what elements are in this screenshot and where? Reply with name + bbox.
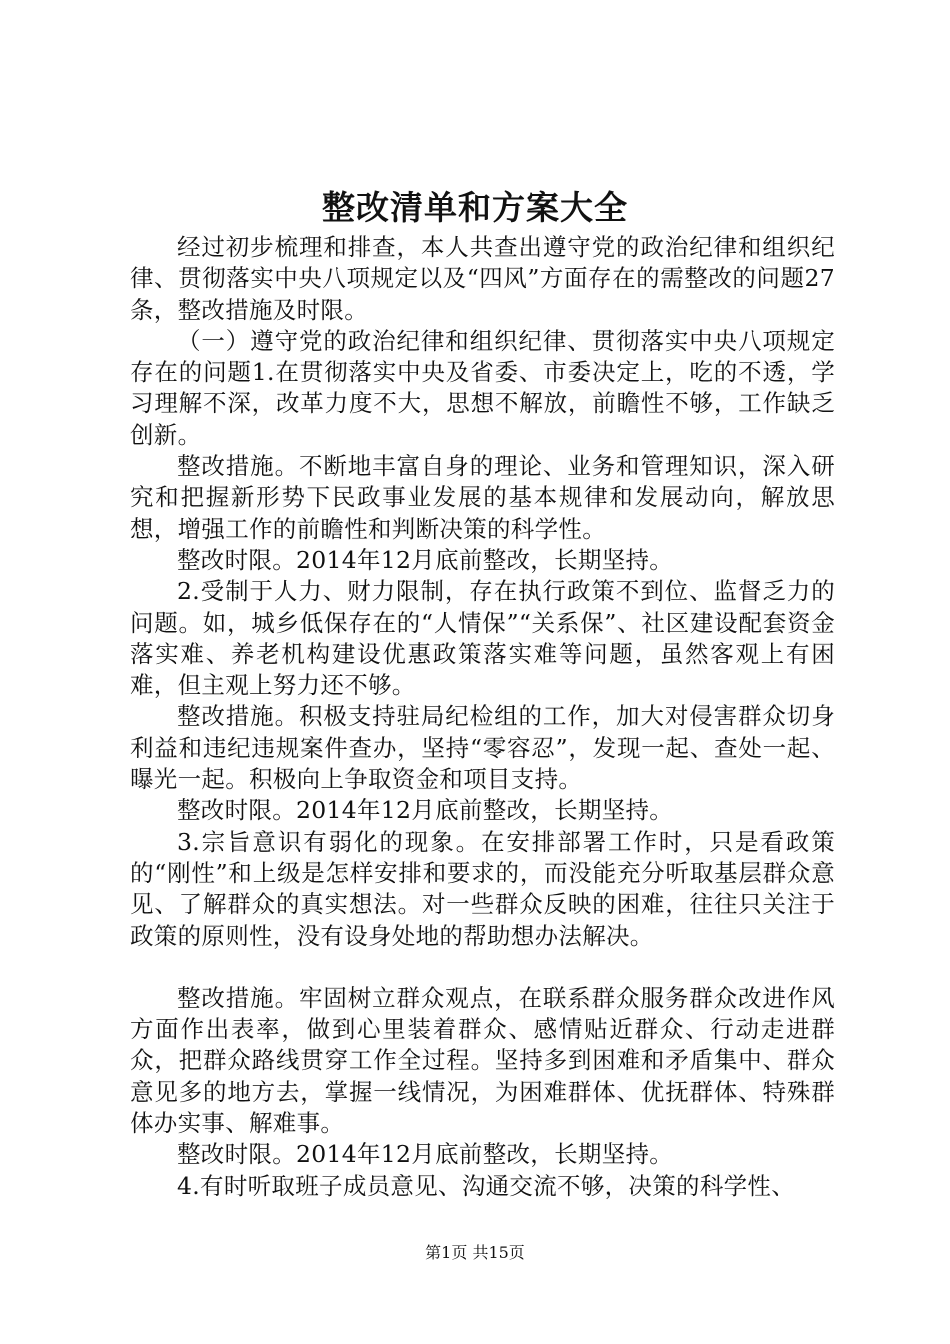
paragraph-issue-2: 2.受制于人力、财力限制，存在执行政策不到位、监督乏力的问题。如，城乡低保存在的“人情保”“关系保”、社区建设配套资金落实难、养老机构建设优惠政策落实难等问题，虽然客观上有困难，但主观上努力还不够。	[130, 577, 835, 700]
document-title: 整改清单和方案大全	[322, 188, 628, 227]
paragraph-measure-1: 整改措施。不断地丰富自身的理论、业务和管理知识，深入研究和把握新形势下民政事业发展的基本规律和发展动向，解放思想，增强工作的前瞻性和判断决策的科学性。	[130, 452, 835, 543]
paragraph-issue-3: 3.宗旨意识有弱化的现象。在安排部署工作时，只是看政策的“刚性”和上级是怎样安排和要求的，而没能充分听取基层群众意见、了解群众的真实想法。对一些群众反映的困难，往往只关注于政策的原则性，没有设身处地的帮助想办法解决。	[130, 827, 835, 950]
paragraph-spacer	[130, 952, 835, 983]
paragraph-deadline-1: 整改时限。2014年12月底前整改，长期坚持。	[177, 545, 674, 574]
paragraph-measure-2: 整改措施。积极支持驻局纪检组的工作，加大对侵害群众切身利益和违纪违规案件查办，坚持“零容忍”，发现一起、查处一起、曝光一起。积极向上争取资金和项目支持。	[130, 702, 835, 794]
paragraph-measure-3: 整改措施。牢固树立群众观点，在联系群众服务群众改进作风方面作出表率，做到心里装着群众、感情贴近群众、行动走进群众，把群众路线贯穿工作全过程。坚持多到困难和矛盾集中、群众意见多的地方去，掌握一线情况，为困难群体、优抚群体、特殊群体办实事、解难事。	[130, 983, 835, 1138]
paragraph-deadline-2: 整改时限。2014年12月底前整改，长期坚持。	[177, 796, 674, 825]
paragraph-deadline-3: 整改时限。2014年12月底前整改，长期坚持。	[177, 1140, 674, 1169]
paragraph-issue-4: 4.有时听取班子成员意见、沟通交流不够，决策的科学性、	[177, 1171, 796, 1200]
paragraph-issue-1: （一）遵守党的政治纪律和组织纪律、贯彻落实中央八项规定存在的问题1.在贯彻落实中央及省委、市委决定上，吃的不透，学习理解不深，改革力度不大，思想不解放，前瞻性不够，工作缺乏创新。	[130, 326, 835, 449]
document-body	[130, 232, 835, 1202]
paragraph-intro: 经过初步梳理和排查，本人共查出遵守党的政治纪律和组织纪律、贯彻落实中央八项规定以及“四风”方面存在的需整改的问题27条，整改措施及时限。	[130, 233, 835, 324]
page-number-footer: 第1页 共15页	[425, 1243, 525, 1262]
